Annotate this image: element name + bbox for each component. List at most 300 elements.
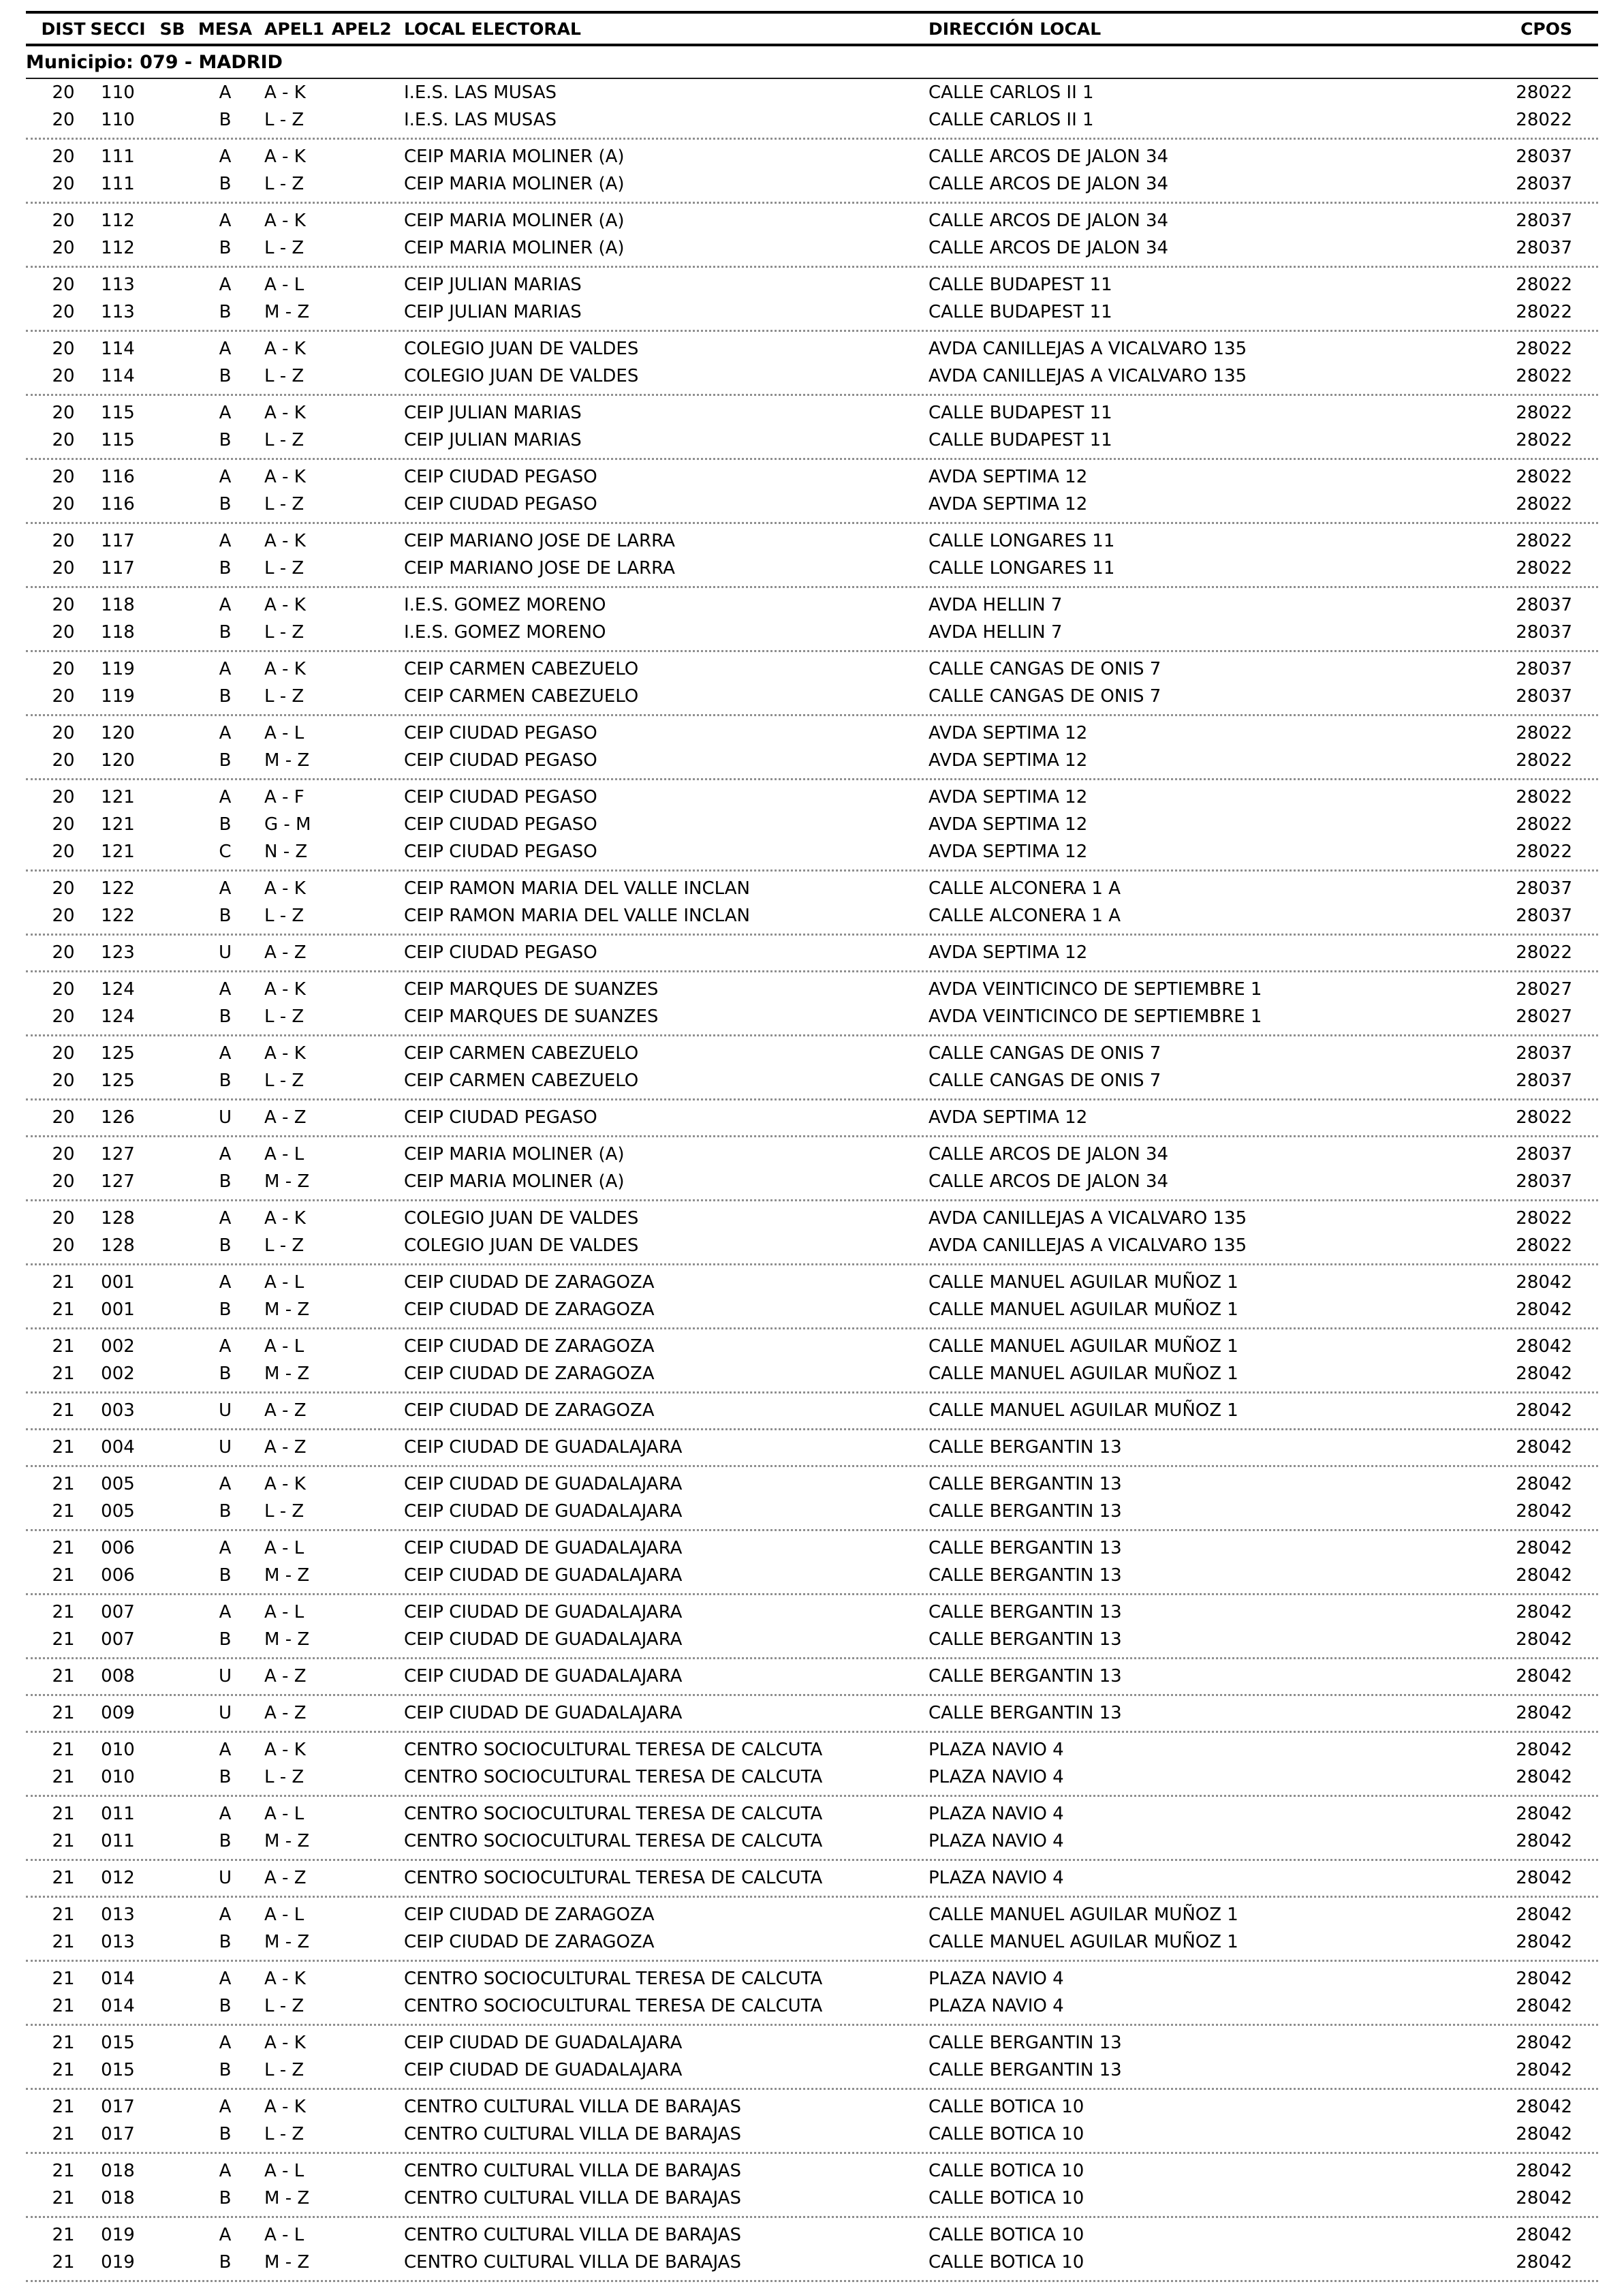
cell-mesa: B (219, 1364, 232, 1384)
table-row (26, 838, 1598, 865)
cell-dist: 21 (52, 2161, 75, 2181)
cell-local: CEIP CIUDAD DE GUADALAJARA (404, 1565, 683, 1586)
cell-dist: 20 (52, 787, 75, 807)
cell-cpos: 28022 (1516, 1107, 1572, 1128)
cell-apel: A - Z (264, 1400, 307, 1421)
cell-cpos: 28042 (1516, 1804, 1572, 1824)
cell-apel: A - F (264, 787, 304, 807)
cell-local: I.E.S. LAS MUSAS (404, 82, 557, 103)
section-group-separator (26, 1727, 1598, 1736)
cell-local: CEIP CIUDAD PEGASO (404, 494, 597, 514)
cell-dist: 20 (52, 723, 75, 743)
table-row (26, 527, 1598, 555)
cell-cpos: 28022 (1516, 430, 1572, 450)
column-header-dist: DIST (41, 18, 86, 39)
cell-direccion: CALLE MANUEL AGUILAR MUÑOZ 1 (928, 1336, 1238, 1357)
cell-mesa: B (219, 1071, 232, 1091)
section-group-separator (26, 1791, 1598, 1800)
cell-secci: 014 (101, 1996, 135, 2016)
cell-cpos: 28037 (1516, 1071, 1572, 1091)
table-row (26, 1269, 1598, 1296)
cell-secci: 007 (101, 1629, 135, 1650)
cell-mesa: U (218, 1666, 232, 1686)
cell-cpos: 28042 (1516, 1501, 1572, 1522)
cell-mesa: A (219, 339, 232, 359)
cell-local: CEIP CARMEN CABEZUELO (404, 1071, 639, 1091)
table-row (26, 1864, 1598, 1892)
cell-local: CEIP MARIA MOLINER (A) (404, 1171, 625, 1192)
cell-dist: 20 (52, 1043, 75, 1064)
table-row (26, 1168, 1598, 1195)
cell-local: CEIP CIUDAD DE GUADALAJARA (404, 1538, 683, 1558)
cell-apel: L - Z (264, 1071, 304, 1091)
table-row (26, 1599, 1598, 1626)
cell-secci: 010 (101, 1767, 135, 1787)
cell-direccion: PLAZA NAVIO 4 (928, 1767, 1064, 1787)
cell-mesa: A (219, 1043, 232, 1064)
cell-dist: 20 (52, 174, 75, 194)
cell-secci: 005 (101, 1501, 135, 1522)
cell-local: CENTRO SOCIOCULTURAL TERESA DE CALCUTA (404, 1831, 823, 1851)
section-group-separator (26, 1892, 1598, 1901)
table-row (26, 784, 1598, 811)
table-row (26, 399, 1598, 427)
cell-cpos: 28037 (1516, 686, 1572, 707)
cell-direccion: CALLE MANUEL AGUILAR MUÑOZ 1 (928, 1364, 1238, 1384)
cell-local: CEIP CIUDAD DE ZARAGOZA (404, 1905, 655, 1925)
cell-apel: L - Z (264, 366, 304, 386)
cell-cpos: 28022 (1516, 339, 1572, 359)
cell-local: CEIP MARIANO JOSE DE LARRA (404, 558, 675, 579)
cell-dist: 21 (52, 2097, 75, 2117)
cell-secci: 128 (101, 1235, 135, 1256)
table-row (26, 1232, 1598, 1259)
cell-mesa: U (218, 942, 232, 963)
cell-direccion: CALLE CANGAS DE ONIS 7 (928, 659, 1161, 679)
cell-cpos: 28037 (1516, 595, 1572, 615)
cell-cpos: 28042 (1516, 1868, 1572, 1888)
cell-cpos: 28042 (1516, 1666, 1572, 1686)
table-row (26, 491, 1598, 518)
cell-cpos: 28042 (1516, 1272, 1572, 1293)
cell-local: CEIP CIUDAD DE GUADALAJARA (404, 1629, 683, 1650)
cell-apel: L - Z (264, 906, 304, 926)
cell-apel: A - K (264, 531, 306, 551)
cell-mesa: U (218, 1868, 232, 1888)
cell-secci: 002 (101, 1364, 135, 1384)
table-row (26, 2057, 1598, 2084)
cell-cpos: 28037 (1516, 211, 1572, 231)
cell-apel: A - L (264, 723, 304, 743)
cell-cpos: 28022 (1516, 110, 1572, 130)
cell-cpos: 28022 (1516, 494, 1572, 514)
cell-direccion: AVDA HELLIN 7 (928, 622, 1063, 643)
cell-dist: 20 (52, 814, 75, 835)
table-row (26, 2221, 1598, 2249)
cell-direccion: CALLE BERGANTIN 13 (928, 1602, 1122, 1622)
cell-direccion: AVDA CANILLEJAS A VICALVARO 135 (928, 1208, 1247, 1229)
cell-dist: 20 (52, 430, 75, 450)
section-group-separator (26, 1461, 1598, 1470)
cell-mesa: A (219, 878, 232, 899)
cell-local: COLEGIO JUAN DE VALDES (404, 1235, 639, 1256)
cell-apel: A - L (264, 2225, 304, 2245)
cell-cpos: 28042 (1516, 1474, 1572, 1494)
cell-mesa: B (219, 1629, 232, 1650)
cell-apel: M - Z (264, 1299, 310, 1320)
cell-secci: 115 (101, 430, 135, 450)
cell-dist: 20 (52, 339, 75, 359)
cell-mesa: A (219, 1905, 232, 1925)
cell-dist: 21 (52, 1474, 75, 1494)
column-header-apel1: APEL1 (264, 18, 325, 39)
cell-secci: 001 (101, 1272, 135, 1293)
cell-local: CEIP RAMON MARIA DEL VALLE INCLAN (404, 906, 750, 926)
cell-secci: 122 (101, 906, 135, 926)
cell-cpos: 28042 (1516, 1299, 1572, 1320)
cell-cpos: 28037 (1516, 174, 1572, 194)
table-row (26, 747, 1598, 774)
cell-local: CEIP JULIAN MARIAS (404, 275, 582, 295)
cell-local: CEIP MARQUES DE SUANZES (404, 1006, 659, 1027)
cell-secci: 112 (101, 238, 135, 258)
cell-dist: 20 (52, 494, 75, 514)
cell-dist: 20 (52, 595, 75, 615)
cell-direccion: CALLE BERGANTIN 13 (928, 1703, 1122, 1723)
table-row (26, 207, 1598, 234)
cell-apel: A - K (264, 211, 306, 231)
cell-dist: 20 (52, 1208, 75, 1229)
cell-dist: 20 (52, 979, 75, 1000)
column-header-mesa: MESA (198, 18, 253, 39)
cell-mesa: B (219, 1006, 232, 1027)
cell-cpos: 28022 (1516, 82, 1572, 103)
cell-local: CEIP CIUDAD DE GUADALAJARA (404, 1437, 683, 1458)
cell-direccion: CALLE MANUEL AGUILAR MUÑOZ 1 (928, 1299, 1238, 1320)
cell-secci: 121 (101, 842, 135, 862)
cell-apel: A - K (264, 82, 306, 103)
cell-dist: 20 (52, 1171, 75, 1192)
municipio-header (26, 46, 1598, 78)
cell-direccion: AVDA SEPTIMA 12 (928, 814, 1088, 835)
cell-local: CENTRO CULTURAL VILLA DE BARAJAS (404, 2225, 741, 2245)
cell-apel: A - K (264, 979, 306, 1000)
cell-apel: A - K (264, 1969, 306, 1989)
table-row (26, 591, 1598, 619)
cell-mesa: A (219, 82, 232, 103)
cell-local: CEIP CIUDAD DE GUADALAJARA (404, 1474, 683, 1494)
section-group-separator (26, 1195, 1598, 1205)
cell-cpos: 28042 (1516, 1629, 1572, 1650)
cell-apel: A - L (264, 275, 304, 295)
cell-direccion: PLAZA NAVIO 4 (928, 1831, 1064, 1851)
cell-direccion: CALLE BERGANTIN 13 (928, 1538, 1122, 1558)
cell-mesa: B (219, 2060, 232, 2080)
cell-local: CENTRO CULTURAL VILLA DE BARAJAS (404, 2161, 741, 2181)
cell-local: I.E.S. GOMEZ MORENO (404, 622, 606, 643)
table-row (26, 1141, 1598, 1168)
section-group-separator (26, 774, 1598, 784)
cell-local: CENTRO SOCIOCULTURAL TERESA DE CALCUTA (404, 1740, 823, 1760)
cell-cpos: 28037 (1516, 622, 1572, 643)
table-row (26, 1699, 1598, 1727)
table-row (26, 363, 1598, 390)
cell-mesa: B (219, 238, 232, 258)
cell-cpos: 28042 (1516, 1740, 1572, 1760)
cell-apel: L - Z (264, 1235, 304, 1256)
cell-direccion: AVDA SEPTIMA 12 (928, 1107, 1088, 1128)
cell-dist: 21 (52, 1905, 75, 1925)
cell-secci: 013 (101, 1932, 135, 1952)
cell-direccion: AVDA SEPTIMA 12 (928, 723, 1088, 743)
cell-mesa: B (219, 174, 232, 194)
cell-secci: 124 (101, 1006, 135, 1027)
cell-local: CEIP CIUDAD DE ZARAGOZA (404, 1400, 655, 1421)
cell-mesa: A (219, 1602, 232, 1622)
cell-local: CEIP MARIA MOLINER (A) (404, 1144, 625, 1165)
table-row (26, 2185, 1598, 2212)
table-body (26, 79, 1598, 2285)
cell-apel: G - M (264, 814, 311, 835)
cell-local: CEIP JULIAN MARIAS (404, 302, 582, 322)
cell-secci: 011 (101, 1831, 135, 1851)
cell-local: COLEGIO JUAN DE VALDES (404, 339, 639, 359)
cell-dist: 20 (52, 366, 75, 386)
cell-direccion: AVDA SEPTIMA 12 (928, 787, 1088, 807)
cell-direccion: AVDA HELLIN 7 (928, 595, 1063, 615)
cell-local: CEIP JULIAN MARIAS (404, 403, 582, 423)
table-row (26, 1104, 1598, 1131)
cell-direccion: PLAZA NAVIO 4 (928, 1996, 1064, 2016)
cell-secci: 128 (101, 1208, 135, 1229)
cell-apel: L - Z (264, 174, 304, 194)
cell-dist: 21 (52, 1969, 75, 1989)
cell-secci: 017 (101, 2097, 135, 2117)
cell-cpos: 28037 (1516, 1144, 1572, 1165)
cell-dist: 21 (52, 2188, 75, 2208)
section-group-separator (26, 865, 1598, 875)
section-group-separator (26, 929, 1598, 939)
cell-mesa: B (219, 1565, 232, 1586)
cell-direccion: CALLE BERGANTIN 13 (928, 1437, 1122, 1458)
cell-local: CENTRO CULTURAL VILLA DE BARAJAS (404, 2097, 741, 2117)
cell-dist: 21 (52, 2060, 75, 2080)
cell-mesa: A (219, 1208, 232, 1229)
table-row (26, 335, 1598, 363)
cell-secci: 118 (101, 595, 135, 615)
cell-direccion: CALLE CANGAS DE ONIS 7 (928, 1071, 1161, 1091)
section-group-separator (26, 1653, 1598, 1663)
cell-apel: A - L (264, 1804, 304, 1824)
cell-local: CEIP CIUDAD DE ZARAGOZA (404, 1336, 655, 1357)
section-group-separator (26, 2276, 1598, 2285)
cell-dist: 20 (52, 1006, 75, 1027)
table-row (26, 427, 1598, 454)
section-group-separator (26, 1525, 1598, 1535)
cell-direccion: CALLE BERGANTIN 13 (928, 1565, 1122, 1586)
cell-cpos: 28022 (1516, 1235, 1572, 1256)
table-row (26, 298, 1598, 326)
table-row (26, 1296, 1598, 1323)
cell-direccion: CALLE ALCONERA 1 A (928, 906, 1121, 926)
cell-secci: 015 (101, 2060, 135, 2080)
cell-local: CEIP CIUDAD DE ZARAGOZA (404, 1364, 655, 1384)
cell-local: I.E.S. GOMEZ MORENO (404, 595, 606, 615)
cell-local: CEIP CIUDAD PEGASO (404, 942, 597, 963)
cell-mesa: U (218, 1703, 232, 1723)
cell-secci: 116 (101, 494, 135, 514)
section-group-separator (26, 1424, 1598, 1434)
column-header-cpos: CPOS (1520, 18, 1572, 39)
cell-mesa: B (219, 1932, 232, 1952)
cell-cpos: 28022 (1516, 723, 1572, 743)
cell-direccion: CALLE CARLOS II 1 (928, 110, 1094, 130)
section-group-separator (26, 1030, 1598, 1040)
cell-mesa: A (219, 723, 232, 743)
cell-apel: M - Z (264, 1831, 310, 1851)
table-row (26, 1965, 1598, 1992)
cell-mesa: U (218, 1400, 232, 1421)
cell-dist: 20 (52, 942, 75, 963)
cell-dist: 21 (52, 1272, 75, 1293)
cell-apel: A - K (264, 659, 306, 679)
cell-direccion: CALLE ARCOS DE JALON 34 (928, 238, 1169, 258)
table-row (26, 619, 1598, 646)
cell-mesa: A (219, 2225, 232, 2245)
cell-local: CEIP CIUDAD DE GUADALAJARA (404, 2060, 683, 2080)
cell-dist: 20 (52, 659, 75, 679)
column-header-sb: SB (159, 18, 185, 39)
cell-direccion: CALLE BOTICA 10 (928, 2097, 1084, 2117)
cell-mesa: A (219, 1969, 232, 1989)
cell-mesa: B (219, 2252, 232, 2273)
cell-cpos: 28037 (1516, 1043, 1572, 1064)
table-row (26, 271, 1598, 298)
cell-secci: 120 (101, 723, 135, 743)
cell-direccion: AVDA VEINTICINCO DE SEPTIEMBRE 1 (928, 1006, 1262, 1027)
cell-secci: 003 (101, 1400, 135, 1421)
cell-cpos: 28022 (1516, 814, 1572, 835)
cell-direccion: CALLE LONGARES 11 (928, 558, 1115, 579)
cell-secci: 111 (101, 147, 135, 167)
cell-apel: L - Z (264, 494, 304, 514)
cell-dist: 20 (52, 211, 75, 231)
cell-apel: L - Z (264, 1767, 304, 1787)
cell-dist: 21 (52, 1299, 75, 1320)
cell-secci: 019 (101, 2225, 135, 2245)
cell-local: CEIP MARIA MOLINER (A) (404, 147, 625, 167)
cell-cpos: 28022 (1516, 558, 1572, 579)
cell-direccion: AVDA SEPTIMA 12 (928, 467, 1088, 487)
cell-dist: 21 (52, 1932, 75, 1952)
cell-dist: 21 (52, 2252, 75, 2273)
cell-dist: 20 (52, 1071, 75, 1091)
cell-cpos: 28042 (1516, 2033, 1572, 2053)
cell-dist: 20 (52, 275, 75, 295)
cell-dist: 21 (52, 1703, 75, 1723)
section-group-separator (26, 262, 1598, 271)
cell-apel: L - Z (264, 430, 304, 450)
cell-cpos: 28037 (1516, 878, 1572, 899)
table-row (26, 720, 1598, 747)
cell-cpos: 28022 (1516, 842, 1572, 862)
cell-cpos: 28042 (1516, 1905, 1572, 1925)
cell-direccion: CALLE BERGANTIN 13 (928, 1474, 1122, 1494)
cell-cpos: 28022 (1516, 750, 1572, 771)
cell-dist: 21 (52, 1767, 75, 1787)
cell-secci: 127 (101, 1171, 135, 1192)
cell-mesa: A (219, 275, 232, 295)
cell-mesa: B (219, 622, 232, 643)
cell-secci: 011 (101, 1804, 135, 1824)
cell-secci: 002 (101, 1336, 135, 1357)
cell-secci: 117 (101, 558, 135, 579)
cell-mesa: B (219, 814, 232, 835)
cell-apel: A - K (264, 595, 306, 615)
section-group-separator (26, 1855, 1598, 1864)
cell-apel: A - Z (264, 1666, 307, 1686)
table-row (26, 1397, 1598, 1424)
cell-apel: A - K (264, 1043, 306, 1064)
cell-secci: 007 (101, 1602, 135, 1622)
cell-mesa: A (219, 531, 232, 551)
cell-cpos: 28042 (1516, 2124, 1572, 2144)
cell-local: CEIP MARIA MOLINER (A) (404, 238, 625, 258)
table-row (26, 2029, 1598, 2057)
cell-direccion: CALLE BOTICA 10 (928, 2161, 1084, 2181)
cell-local: COLEGIO JUAN DE VALDES (404, 366, 639, 386)
table-row (26, 976, 1598, 1003)
cell-direccion: PLAZA NAVIO 4 (928, 1804, 1064, 1824)
cell-local: CEIP CIUDAD DE GUADALAJARA (404, 1666, 683, 1686)
cell-secci: 119 (101, 686, 135, 707)
cell-secci: 110 (101, 110, 135, 130)
cell-cpos: 28042 (1516, 1400, 1572, 1421)
cell-direccion: CALLE ARCOS DE JALON 34 (928, 1171, 1169, 1192)
cell-direccion: AVDA VEINTICINCO DE SEPTIEMBRE 1 (928, 979, 1262, 1000)
cell-mesa: B (219, 110, 232, 130)
cell-secci: 125 (101, 1043, 135, 1064)
cell-mesa: B (219, 2188, 232, 2208)
cell-local: CEIP CIUDAD PEGASO (404, 814, 597, 835)
cell-dist: 21 (52, 1602, 75, 1622)
cell-local: CEIP CARMEN CABEZUELO (404, 686, 639, 707)
cell-dist: 20 (52, 906, 75, 926)
cell-cpos: 28042 (1516, 1831, 1572, 1851)
cell-local: CEIP CIUDAD PEGASO (404, 723, 597, 743)
cell-cpos: 28042 (1516, 2188, 1572, 2208)
cell-direccion: AVDA SEPTIMA 12 (928, 942, 1088, 963)
cell-mesa: A (219, 1740, 232, 1760)
cell-dist: 20 (52, 558, 75, 579)
cell-apel: A - L (264, 2161, 304, 2181)
table-row (26, 683, 1598, 710)
table-row (26, 463, 1598, 491)
column-header-secci: SECCI (90, 18, 146, 39)
cell-local: CEIP CIUDAD DE GUADALAJARA (404, 1501, 683, 1522)
table-row (26, 1763, 1598, 1791)
column-header-apel2: APEL2 (331, 18, 392, 39)
cell-apel: A - L (264, 1336, 304, 1357)
cell-secci: 015 (101, 2033, 135, 2053)
cell-direccion: CALLE BOTICA 10 (928, 2225, 1084, 2245)
cell-apel: A - L (264, 1602, 304, 1622)
cell-dist: 21 (52, 1538, 75, 1558)
cell-local: CEIP CIUDAD DE GUADALAJARA (404, 2033, 683, 2053)
table-row (26, 1928, 1598, 1956)
cell-direccion: CALLE CARLOS II 1 (928, 82, 1094, 103)
cell-cpos: 28042 (1516, 1969, 1572, 1989)
